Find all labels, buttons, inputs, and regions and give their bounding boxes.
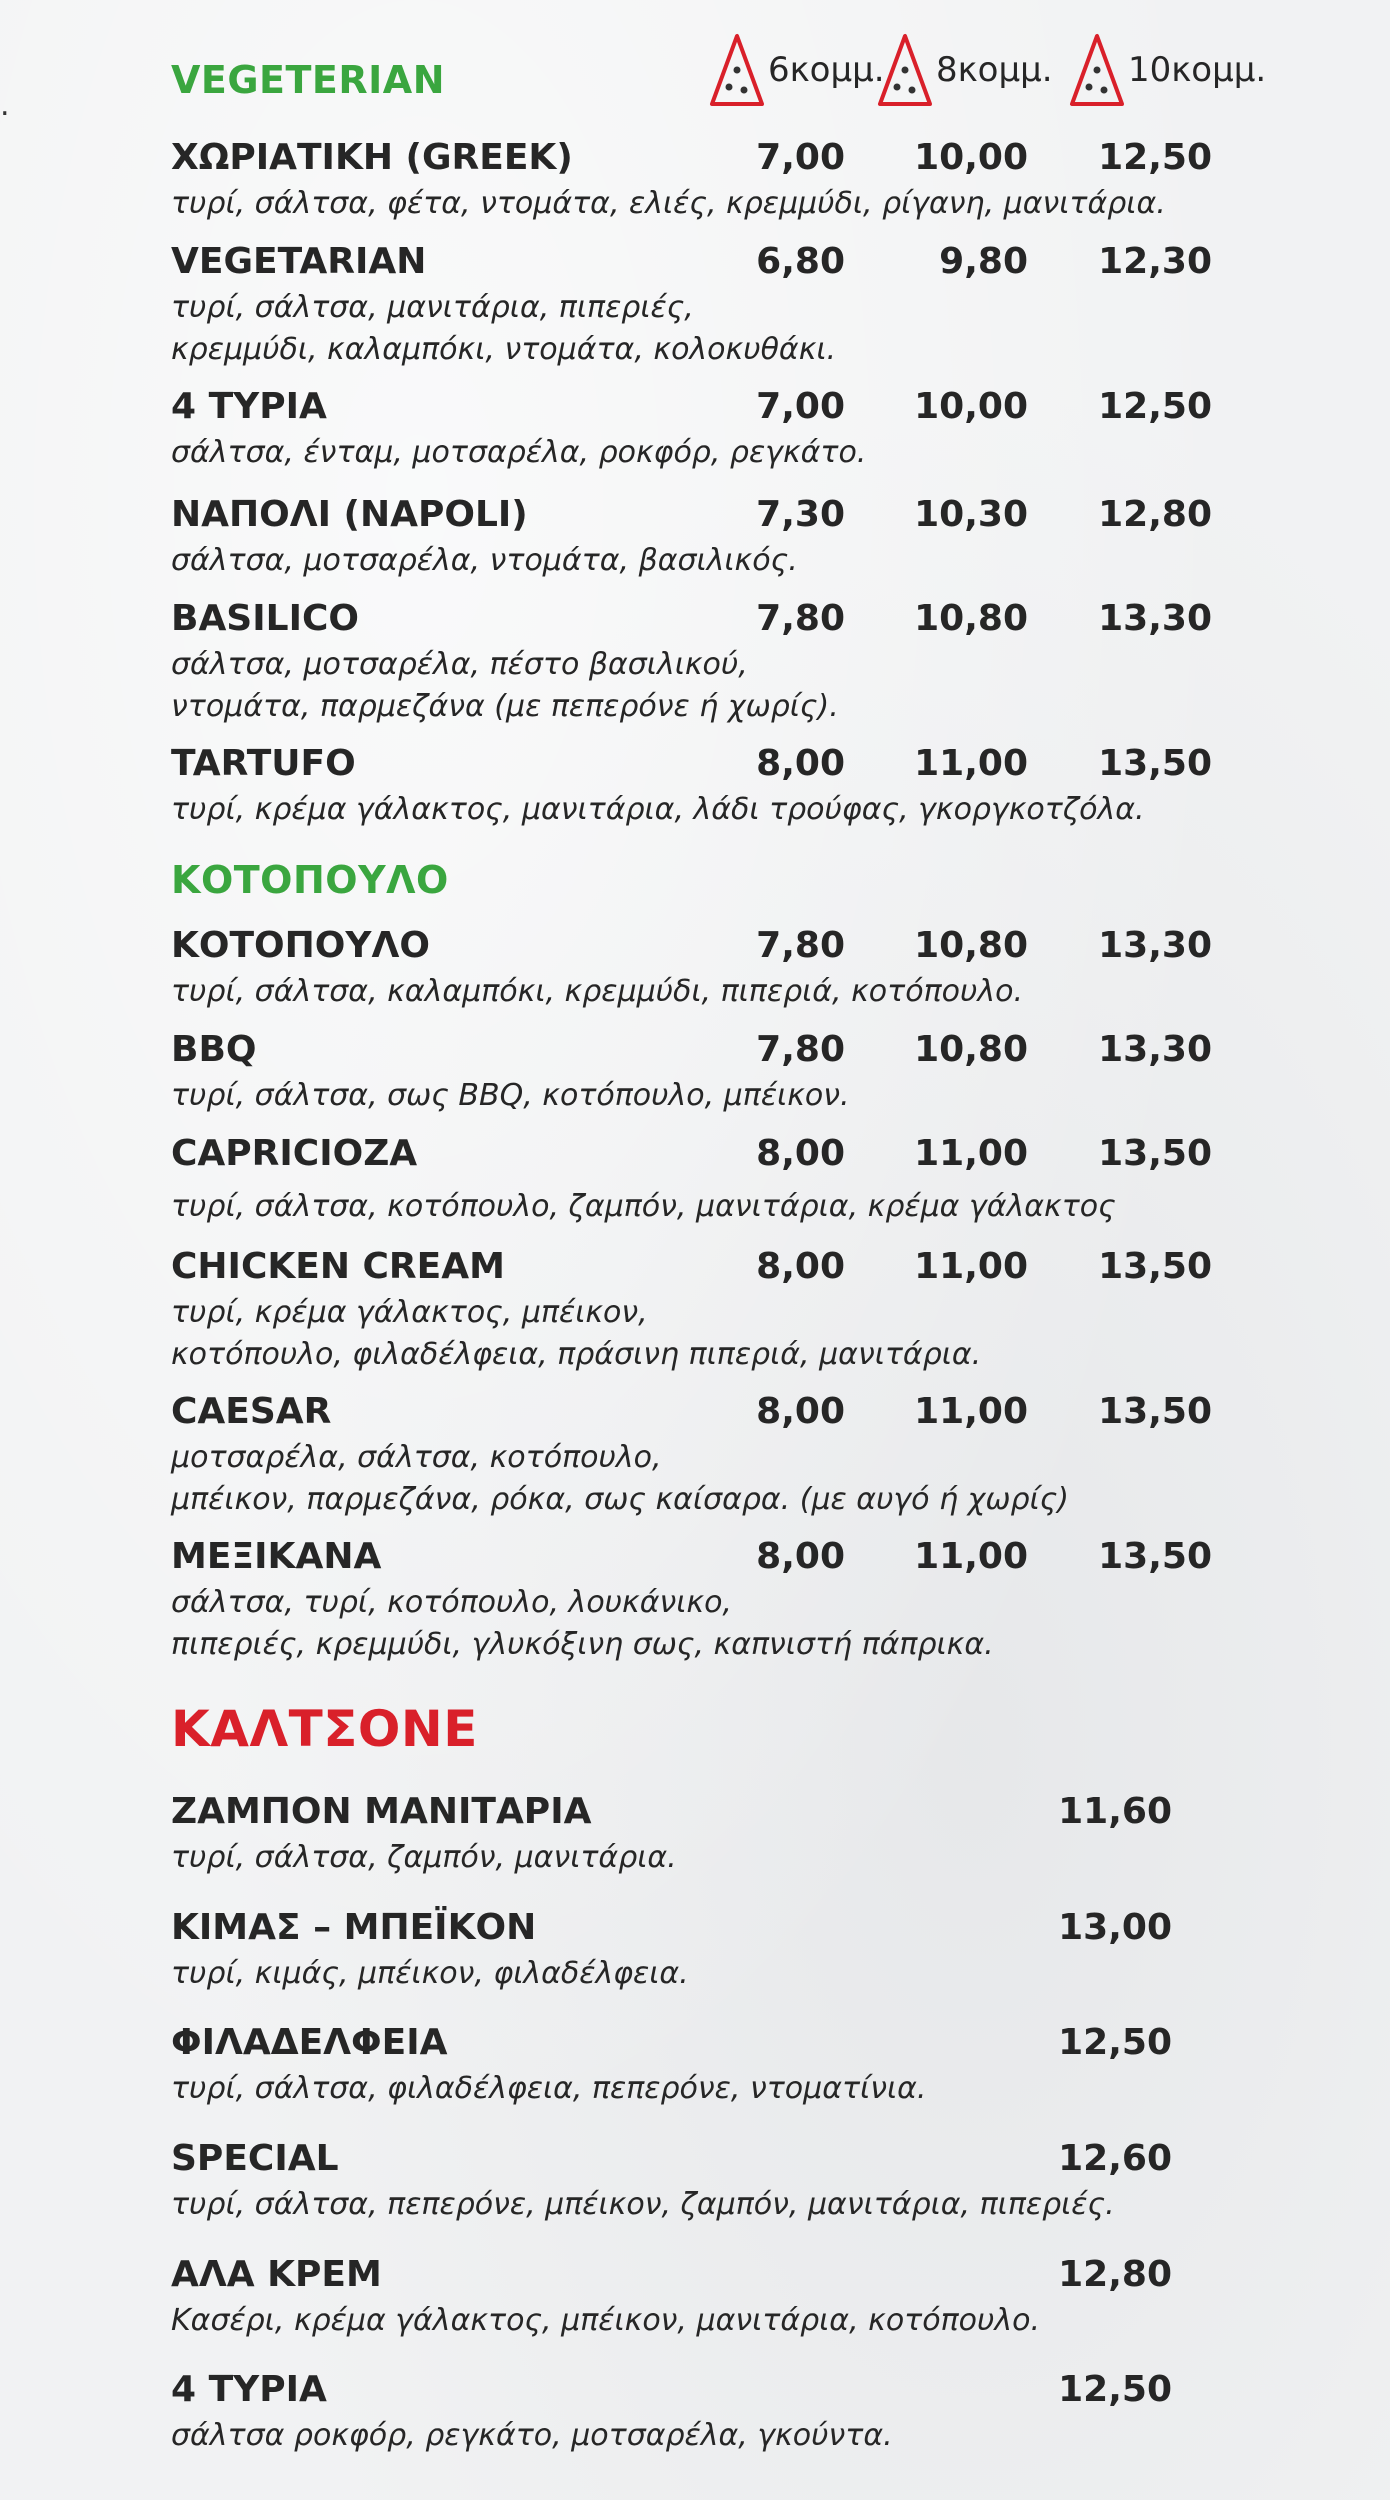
price: 12,60 (1058, 2138, 1172, 2179)
item-name: SPECIAL (171, 2138, 339, 2179)
item-name: ΝΑΠΟΛΙ (NAPOLI) (171, 494, 528, 535)
price-6-slices: 8,00 (756, 1391, 845, 1432)
item-description (171, 1953, 689, 1995)
size-label-10: 10κομμ. (1128, 50, 1267, 90)
description-line: μπέικον, παρμεζάνα, ρόκα, σως καίσαρα. (με αυγό ή χωρίς) (171, 1482, 1070, 1517)
item-description (171, 1292, 981, 1376)
item-name: CHICKEN CREAM (171, 1246, 505, 1287)
size-legend-6 (708, 30, 885, 110)
price-8-slices: 10,00 (914, 137, 1028, 178)
item-description (171, 1075, 850, 1117)
price-10-slices: 13,30 (1098, 1029, 1212, 1070)
item-description (171, 1837, 677, 1879)
price: 12,50 (1058, 2022, 1172, 2063)
description-line: σάλτσα ροκφόρ, ρεγκάτο, μοτσαρέλα, γκούντα. (171, 2418, 893, 2453)
price-8-slices: 10,30 (914, 494, 1028, 535)
description-line: τυρί, σάλτσα, μανιτάρια, πιπεριές, (171, 290, 694, 325)
item-name: TARTUFO (171, 743, 356, 784)
description-line: τυρί, σάλτσα, φιλαδέλφεια, πεπερόνε, ντοματίνια. (171, 2071, 927, 2106)
pizza-slice-icon (1068, 32, 1126, 108)
price-6-slices: 7,80 (756, 1029, 845, 1070)
item-name: BBQ (171, 1029, 257, 1070)
item-name: 4 ΤΥΡΙΑ (171, 386, 327, 427)
description-line: τυρί, σάλτσα, πεπερόνε, μπέικον, ζαμπόν, μανιτάρια, πιπεριές. (171, 2187, 1115, 2222)
price-6-slices: 8,00 (756, 1246, 845, 1287)
item-description (171, 1186, 1116, 1228)
price-10-slices: 12,50 (1098, 386, 1212, 427)
item-description (171, 1437, 1069, 1521)
description-line: τυρί, σάλτσα, ζαμπόν, μανιτάρια. (171, 1840, 677, 1875)
price-8-slices: 11,00 (914, 1246, 1028, 1287)
price-10-slices: 13,50 (1098, 1246, 1212, 1287)
price-8-slices: 10,80 (914, 598, 1028, 639)
price-6-slices: 6,80 (756, 241, 845, 282)
description-line: σάλτσα, τυρί, κοτόπουλο, λουκάνικο, (171, 1585, 732, 1620)
item-name: ΧΩΡΙΑΤΙΚΗ (GREEK) (171, 137, 573, 178)
item-description (171, 2415, 893, 2457)
item-name: ΦΙΛΑΔΕΛΦΕΙΑ (171, 2022, 448, 2063)
description-line: τυρί, σάλτσα, φέτα, ντομάτα, ελιές, κρεμμύδι, ρίγανη, μανιτάρια. (171, 186, 1166, 221)
description-line: τυρί, κρέμα γάλακτος, μανιτάρια, λάδι τρούφας, γκοργκοτζόλα. (171, 792, 1145, 827)
price-6-slices: 7,00 (756, 386, 845, 427)
description-line: τυρί, σάλτσα, καλαμπόκι, κρεμμύδι, πιπεριά, κοτόπουλο. (171, 974, 1023, 1009)
item-description (171, 2068, 926, 2110)
item-name: ΚΟΤΟΠΟΥΛΟ (171, 925, 430, 966)
item-description (171, 183, 1166, 225)
description-line: πιπεριές, κρεμμύδι, γλυκόξινη σως, καπνιστή πάπρικα. (171, 1627, 994, 1662)
item-description (171, 540, 798, 582)
price: 12,80 (1058, 2254, 1172, 2295)
section-title-calzone: ΚΑΛΤΣΟΝΕ (171, 1700, 478, 1758)
item-name: ΑΛΑ ΚΡΕΜ (171, 2254, 382, 2295)
item-name: ΜΕΞΙΚΑΝΑ (171, 1536, 382, 1577)
price-8-slices: 10,00 (914, 386, 1028, 427)
price-8-slices: 9,80 (939, 241, 1028, 282)
description-line: σάλτσα, μοτσαρέλα, πέστο βασιλικού, (171, 647, 748, 682)
price-10-slices: 13,30 (1098, 598, 1212, 639)
section-title-vegetarian: VEGETERIAN (171, 58, 446, 102)
price-10-slices: 13,30 (1098, 925, 1212, 966)
price-6-slices: 8,00 (756, 1536, 845, 1577)
price-10-slices: 12,80 (1098, 494, 1212, 535)
price-8-slices: 10,80 (914, 925, 1028, 966)
price-8-slices: 11,00 (914, 1536, 1028, 1577)
price-8-slices: 11,00 (914, 1133, 1028, 1174)
description-line: κρεμμύδι, καλαμπόκι, ντομάτα, κολοκυθάκι. (171, 332, 837, 367)
item-description (171, 1582, 994, 1666)
item-name: 4 ΤΥΡΙΑ (171, 2369, 327, 2410)
price-10-slices: 12,50 (1098, 137, 1212, 178)
price-6-slices: 7,30 (756, 494, 845, 535)
description-line: τυρί, σάλτσα, σως BBQ, κοτόπουλο, μπέικον. (171, 1078, 850, 1113)
description-line: σάλτσα, ένταμ, μοτσαρέλα, ροκφόρ, ρεγκάτο. (171, 435, 867, 470)
description-line: τυρί, σάλτσα, κοτόπουλο, ζαμπόν, μανιτάρια, κρέμα γάλακτος (171, 1189, 1116, 1224)
price-10-slices: 13,50 (1098, 1391, 1212, 1432)
price-6-slices: 7,80 (756, 598, 845, 639)
item-description (171, 2184, 1115, 2226)
item-description (171, 287, 836, 371)
price-8-slices: 11,00 (914, 743, 1028, 784)
size-legend-8 (876, 30, 1053, 110)
price-8-slices: 10,80 (914, 1029, 1028, 1070)
pizza-slice-icon (708, 32, 766, 108)
item-description (171, 971, 1023, 1013)
price-10-slices: 13,50 (1098, 743, 1212, 784)
description-line: ντομάτα, παρμεζάνα (με πεπερόνε ή χωρίς). (171, 689, 839, 724)
description-line: κοτόπουλο, φιλαδέλφεια, πράσινη πιπεριά, μανιτάρια. (171, 1337, 982, 1372)
item-description (171, 432, 866, 474)
price-8-slices: 11,00 (914, 1391, 1028, 1432)
description-line: σάλτσα, μοτσαρέλα, ντομάτα, βασιλικός. (171, 543, 798, 578)
section-title-chicken: ΚΟΤΟΠΟΥΛΟ (171, 858, 449, 902)
item-name: ΚΙΜΑΣ – ΜΠΕΪΚΟΝ (171, 1907, 537, 1948)
size-label-6: 6κομμ. (768, 50, 885, 90)
size-legend-10 (1068, 30, 1266, 110)
price-10-slices: 13,50 (1098, 1133, 1212, 1174)
item-description (171, 789, 1145, 831)
price-10-slices: 12,30 (1098, 241, 1212, 282)
edge-mark: . (0, 88, 10, 123)
size-label-8: 8κομμ. (936, 50, 1053, 90)
price-6-slices: 7,80 (756, 925, 845, 966)
price: 11,60 (1058, 1791, 1172, 1832)
description-line: τυρί, κρέμα γάλακτος, μπέικον, (171, 1295, 648, 1330)
price-6-slices: 8,00 (756, 743, 845, 784)
description-line: μοτσαρέλα, σάλτσα, κοτόπουλο, (171, 1440, 662, 1475)
item-name: CAPRICIOZA (171, 1133, 418, 1174)
price: 13,00 (1058, 1907, 1172, 1948)
description-line: Κασέρι, κρέμα γάλακτος, μπέικον, μανιτάρια, κοτόπουλο. (171, 2303, 1041, 2338)
item-name: CAESAR (171, 1391, 332, 1432)
price-6-slices: 7,00 (756, 137, 845, 178)
item-name: VEGETARIAN (171, 241, 427, 282)
description-line: τυρί, κιμάς, μπέικον, φιλαδέλφεια. (171, 1956, 689, 1991)
pizza-slice-icon (876, 32, 934, 108)
item-description (171, 644, 839, 728)
item-description (171, 2300, 1040, 2342)
price-10-slices: 13,50 (1098, 1536, 1212, 1577)
price: 12,50 (1058, 2369, 1172, 2410)
price-6-slices: 8,00 (756, 1133, 845, 1174)
item-name: BASILICO (171, 598, 359, 639)
item-name: ΖΑΜΠΟΝ ΜΑΝΙΤΑΡΙΑ (171, 1791, 592, 1832)
